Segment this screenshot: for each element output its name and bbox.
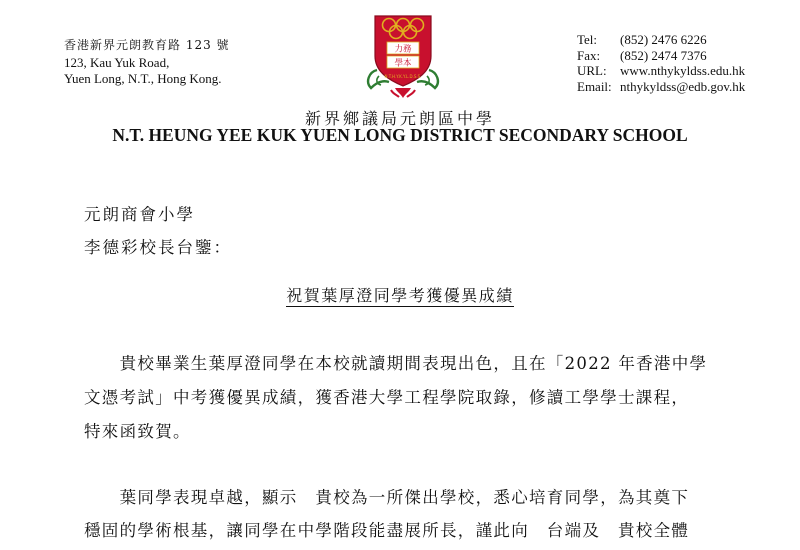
contact-value: (852) 2476 6226: [620, 32, 707, 47]
contact-value: (852) 2474 7376: [620, 47, 707, 63]
contact-label: Fax:: [577, 47, 601, 63]
subject-text: 祝賀葉厚澄同學考獲優異成績: [286, 286, 514, 305]
school-crest-logo: [355, 12, 451, 100]
paragraph-1-line-2: 文憑考試」中考獲優異成績，獲香港大學工程學院取錄，修讀工學學士課程，: [84, 388, 690, 407]
paragraph-2-line-2: 穩固的學術根基，讓同學在中學階段能盡展所長，謹此向 台端及 貴校全體: [84, 521, 690, 540]
contact-label: Email:: [577, 78, 612, 94]
address-line: Yuen Long, N.T., Hong Kong.: [64, 71, 222, 86]
crest-text-bottom: 學本: [394, 58, 412, 69]
paragraph-2-line-1: 葉同學表現卓越，顯示 貴校為一所傑出學校，悉心培育同學，為其奠下: [84, 488, 690, 507]
address-chinese: 香港新界元朗教育路 123 號: [64, 38, 230, 52]
address-english: [64, 55, 222, 87]
recipient-school: 元朗商會小學: [84, 205, 195, 224]
contact-value: www.nthykyldss.edu.hk: [620, 63, 746, 78]
contact-tel: [577, 32, 745, 48]
letter-subject: [0, 283, 800, 306]
contact-label: Tel:: [577, 32, 598, 47]
address-line: 123, Kau Yuk Road,: [64, 55, 170, 70]
crest-text-top: 力務: [394, 44, 412, 55]
contact-email: [577, 79, 745, 95]
crest-motto: N.T.H.Y.K.Y.L.D.S.S.: [384, 74, 422, 79]
contact-block: [577, 32, 745, 94]
paragraph-1-line-1: 貴校畢業生葉厚澄同學在本校就讀期間表現出色，且在「2022 年香港中學: [84, 354, 708, 373]
school-name-chinese: 新界鄉議局元朗區中學: [304, 109, 495, 128]
contact-fax: [577, 48, 745, 64]
school-name-english: N.T. HEUNG YEE KUK YUEN LONG DISTRICT SECONDARY SCHOOL: [112, 125, 688, 145]
contact-url: [577, 63, 745, 79]
recipient-name: 李德彩校長台鑒：: [84, 238, 232, 257]
contact-value: nthykyldss@edb.gov.hk: [620, 78, 746, 94]
contact-label: URL:: [577, 63, 607, 78]
paragraph-1-line-3: 特來函致賀。: [84, 422, 191, 441]
